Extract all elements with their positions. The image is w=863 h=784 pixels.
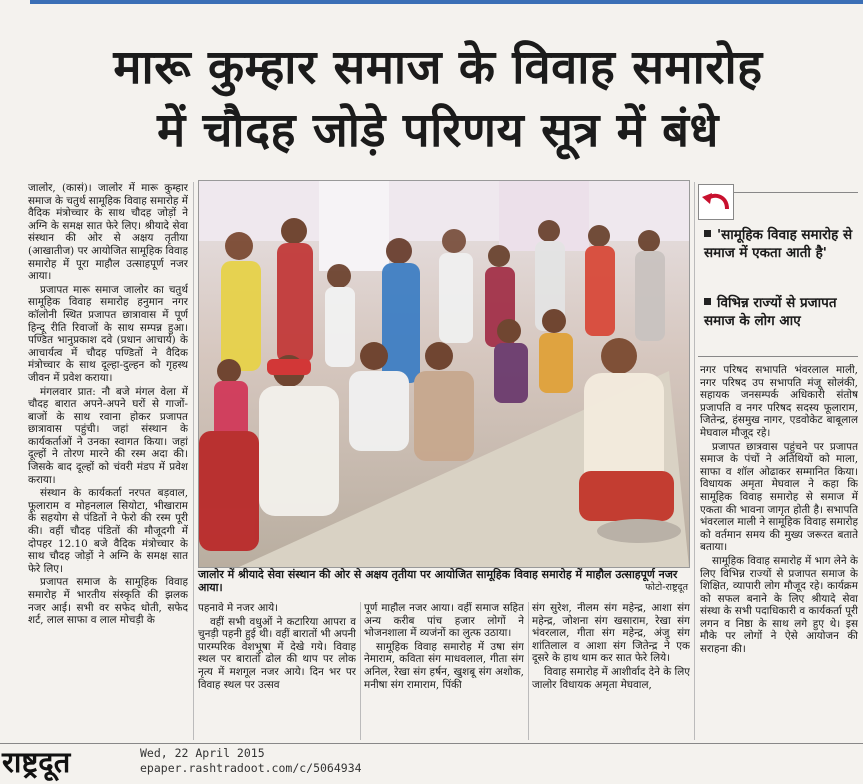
headline-line-1: मारू कुम्हार समाज के विवाह समारोह <box>113 40 763 95</box>
paragraph: जालोर, (कासं)। जालोर में मारू कुम्हार समाज के चतुर्थ सामूहिक विवाह समारोह में वैदिक मंत्रोच्चार के साथ चौदह जोड़ों ने अग्नि के समक्ष सात फेरे लिए। श्रीयादे सेवा संस्थान की ओर से अक्षय तृतीया (आखातीज) पर आयोजित सामूहिक विवाह समारोह में पूरा माहौल उत्साहपूर्ण नजर आया। <box>28 182 188 283</box>
highlight-item <box>704 226 854 262</box>
column-divider <box>528 602 529 740</box>
article-column-3 <box>364 602 524 742</box>
article-column-5 <box>700 364 858 742</box>
headline <box>18 36 858 162</box>
paragraph: मंगलवार प्रात: नौ बजे मंगल वेला में चौदह बारात अपने-अपने घरों से गाजों-बाजों के साथ रवाना होकर प्रजापत छात्रावास पहुंची। जहां संस्थान के कार्यकर्ताओं ने उनका स्वागत किया। जहां दूल्हों ने तोरण मारने की रस्म अदा की। जिसके बाद दूल्हों को चंवरी मंडप में प्रवेश कराया। <box>28 385 188 486</box>
caption-text: जालोर में श्रीयादे सेवा संस्थान की ओर से अक्षय तृतीया पर आयोजित सामूहिक विवाह समारोह में माहौल उत्साहपूर्ण नजर आया। <box>198 568 678 594</box>
article-column-4 <box>532 602 690 742</box>
highlight-bottom-rule <box>698 356 858 357</box>
paragraph: संस्थान के कार्यकर्ता नरपत बड़वाल, फूलाराम व मोहनलाल सियोटा, भीखाराम के सहयोग से पंडितों ने फेरो की रस्म पूरी की। वहीं चौदह पंडितों की मौजूदगी में दोपहर 12.10 बजे वैदिक मंत्रोच्चार के साथ चौदह जोड़ों ने अग्नि के समक्ष सात फेरे लिए। <box>28 487 188 575</box>
newspaper-logo: राष्ट्रदूत <box>2 745 71 779</box>
paragraph: प्रजापत समाज के सामूहिक विवाह समारोह में भारतीय संस्कृति की झलक नजर आई। सभी वर सफेद धोती, सफेद शर्ट, लाल साफा व लाल मोचड़ी के <box>28 576 188 627</box>
highlight-text: 'सामूहिक विवाह समारोह से समाज में एकता आती है' <box>704 227 853 261</box>
paragraph: विवाह समारोह में आशीर्वाद देने के लिए जालोर विधायक अमृता मेघवाल, <box>532 665 690 691</box>
column-divider <box>193 182 194 740</box>
top-accent-bar <box>30 0 863 4</box>
headline-line-2: में चौदह जोड़े परिणय सूत्र में बंधे <box>157 103 719 158</box>
paragraph: नगर परिषद सभापति भंवरलाल माली, नगर परिषद उप सभापति मंजू सोलंकी, सहायक जनसम्पर्क अधिकारी संतोष प्रजापति व नगर परिषद सदस्य फूलाराम, जितेन्द्र, हंसमुख नागर, एडवोकेट बाबूलाल मेघवाल मौजूद रहे। <box>700 364 858 439</box>
edition-date: Wed, 22 April 2015 <box>140 746 265 760</box>
column-divider <box>360 602 361 740</box>
epaper-link[interactable]: epaper.rashtradoot.com/c/5064934 <box>140 760 362 775</box>
footer-bar <box>0 743 863 784</box>
photo-caption <box>198 568 688 594</box>
highlight-text: विभिन्न राज्यों से प्रजापत समाज के लोग आए <box>704 295 837 329</box>
highlight-rule <box>734 192 858 193</box>
column-divider <box>694 182 695 740</box>
paragraph: संग सुरेश, नीलम संग महेन्द्र, आशा संग महेन्द्र, जोशना संग खसाराम, रेखा संग भंवरलाल, गीता संग महेन्द्र, अंजु संग शांतिलाल व आशा संग जितेन्द्र ने एक दूसरे के हाथ थाम कर सात फेरे लिये। <box>532 602 690 665</box>
article-column-2 <box>198 602 356 742</box>
footer-meta <box>140 746 362 775</box>
highlight-item <box>704 294 854 330</box>
article-column-1 <box>28 182 188 742</box>
paragraph: सामूहिक विवाह समारोह में भाग लेने के लिए विभिन्न राज्यों से प्रजापत समाज के शिक्षित, व्यापारी लोग मौजूद रहे। कार्यक्रम को सफल बनाने के लिए श्रीयादे सेवा संस्था के सभी पदाधिकारी व कार्यकर्ता पूरी लगन व निष्ठा के साथ लगे हुए थे। इस मौके पर लोगों ने ऐसे आयोजन की सराहना की। <box>700 554 858 656</box>
photo-credit: फोटो-राष्ट्रदूत <box>645 582 688 593</box>
paragraph: पहनावे मे नजर आये। <box>198 602 279 614</box>
paragraph: प्रजापत छात्रवास पहुंचने पर प्रजापत समाज के पंचों ने अतिथियों को माला, साफा व शॉल ओढाकर सम्मानित किया। विधायक अमृता मेघवाल ने कहा कि सामूहिक विवाह समारोह से समाज में एकता की भावना जागृत होती है। सभापति भंवरलाल माली ने सामूहिक विवाह समारोह को वर्तमान समय की मुख्य जरूरत बताते बताया। <box>700 440 858 554</box>
paragraph: पूर्ण माहौल नजर आया। वहीं समाज सहित अन्य करीब पांच हजार लोगों ने भोजनशाला में व्यजंनों का लुत्फ उठाया। <box>364 602 524 640</box>
bullet-square-icon <box>704 298 711 305</box>
paragraph: प्रजापत मारू समाज जालोर का चतुर्थ सामूहिक विवाह समारोह हनुमान नगर कॉलोनी स्थित प्रजापत छात्रावास में पूर्ण हिन्दू रीति रिवाजों के साथ सम्पन्न हुआ। पण्डित भानुप्रकाश दवे (प्रधान आचार्य) के आचार्यत्व में चौदह पण्डितों ने वैदिक मंत्रोच्चार के साथ दूल्हा-दुल्हन को गृहस्थ जीवन में प्रवेश कराया। <box>28 283 188 384</box>
paragraph: वहीं सभी वधुओं ने कटारिया आपरा व चुनड़ी पहनी हुई थी। वहीं बारातों भी अपनी पारम्परिक वेशभूषा में देखे गये। विवाह स्थल पर बारातों ढोल की थाप पर लोक नृत्य में मशगूल नजर आये। दिन भर पर विवाह स्थल पर उत्सव <box>198 615 356 691</box>
highlights-box <box>698 184 858 358</box>
curved-arrow-icon <box>698 184 734 220</box>
wedding-photo <box>198 180 690 568</box>
paragraph: सामूहिक विवाह समारोह में उषा संग नेमाराम, कविता संग माधवलाल, गीता संग अनिल, रेखा संग हर्षन, खुशबू संग अशोक, मनीषा संग रामाराम, पिंकी <box>364 640 524 691</box>
bullet-square-icon <box>704 230 711 237</box>
